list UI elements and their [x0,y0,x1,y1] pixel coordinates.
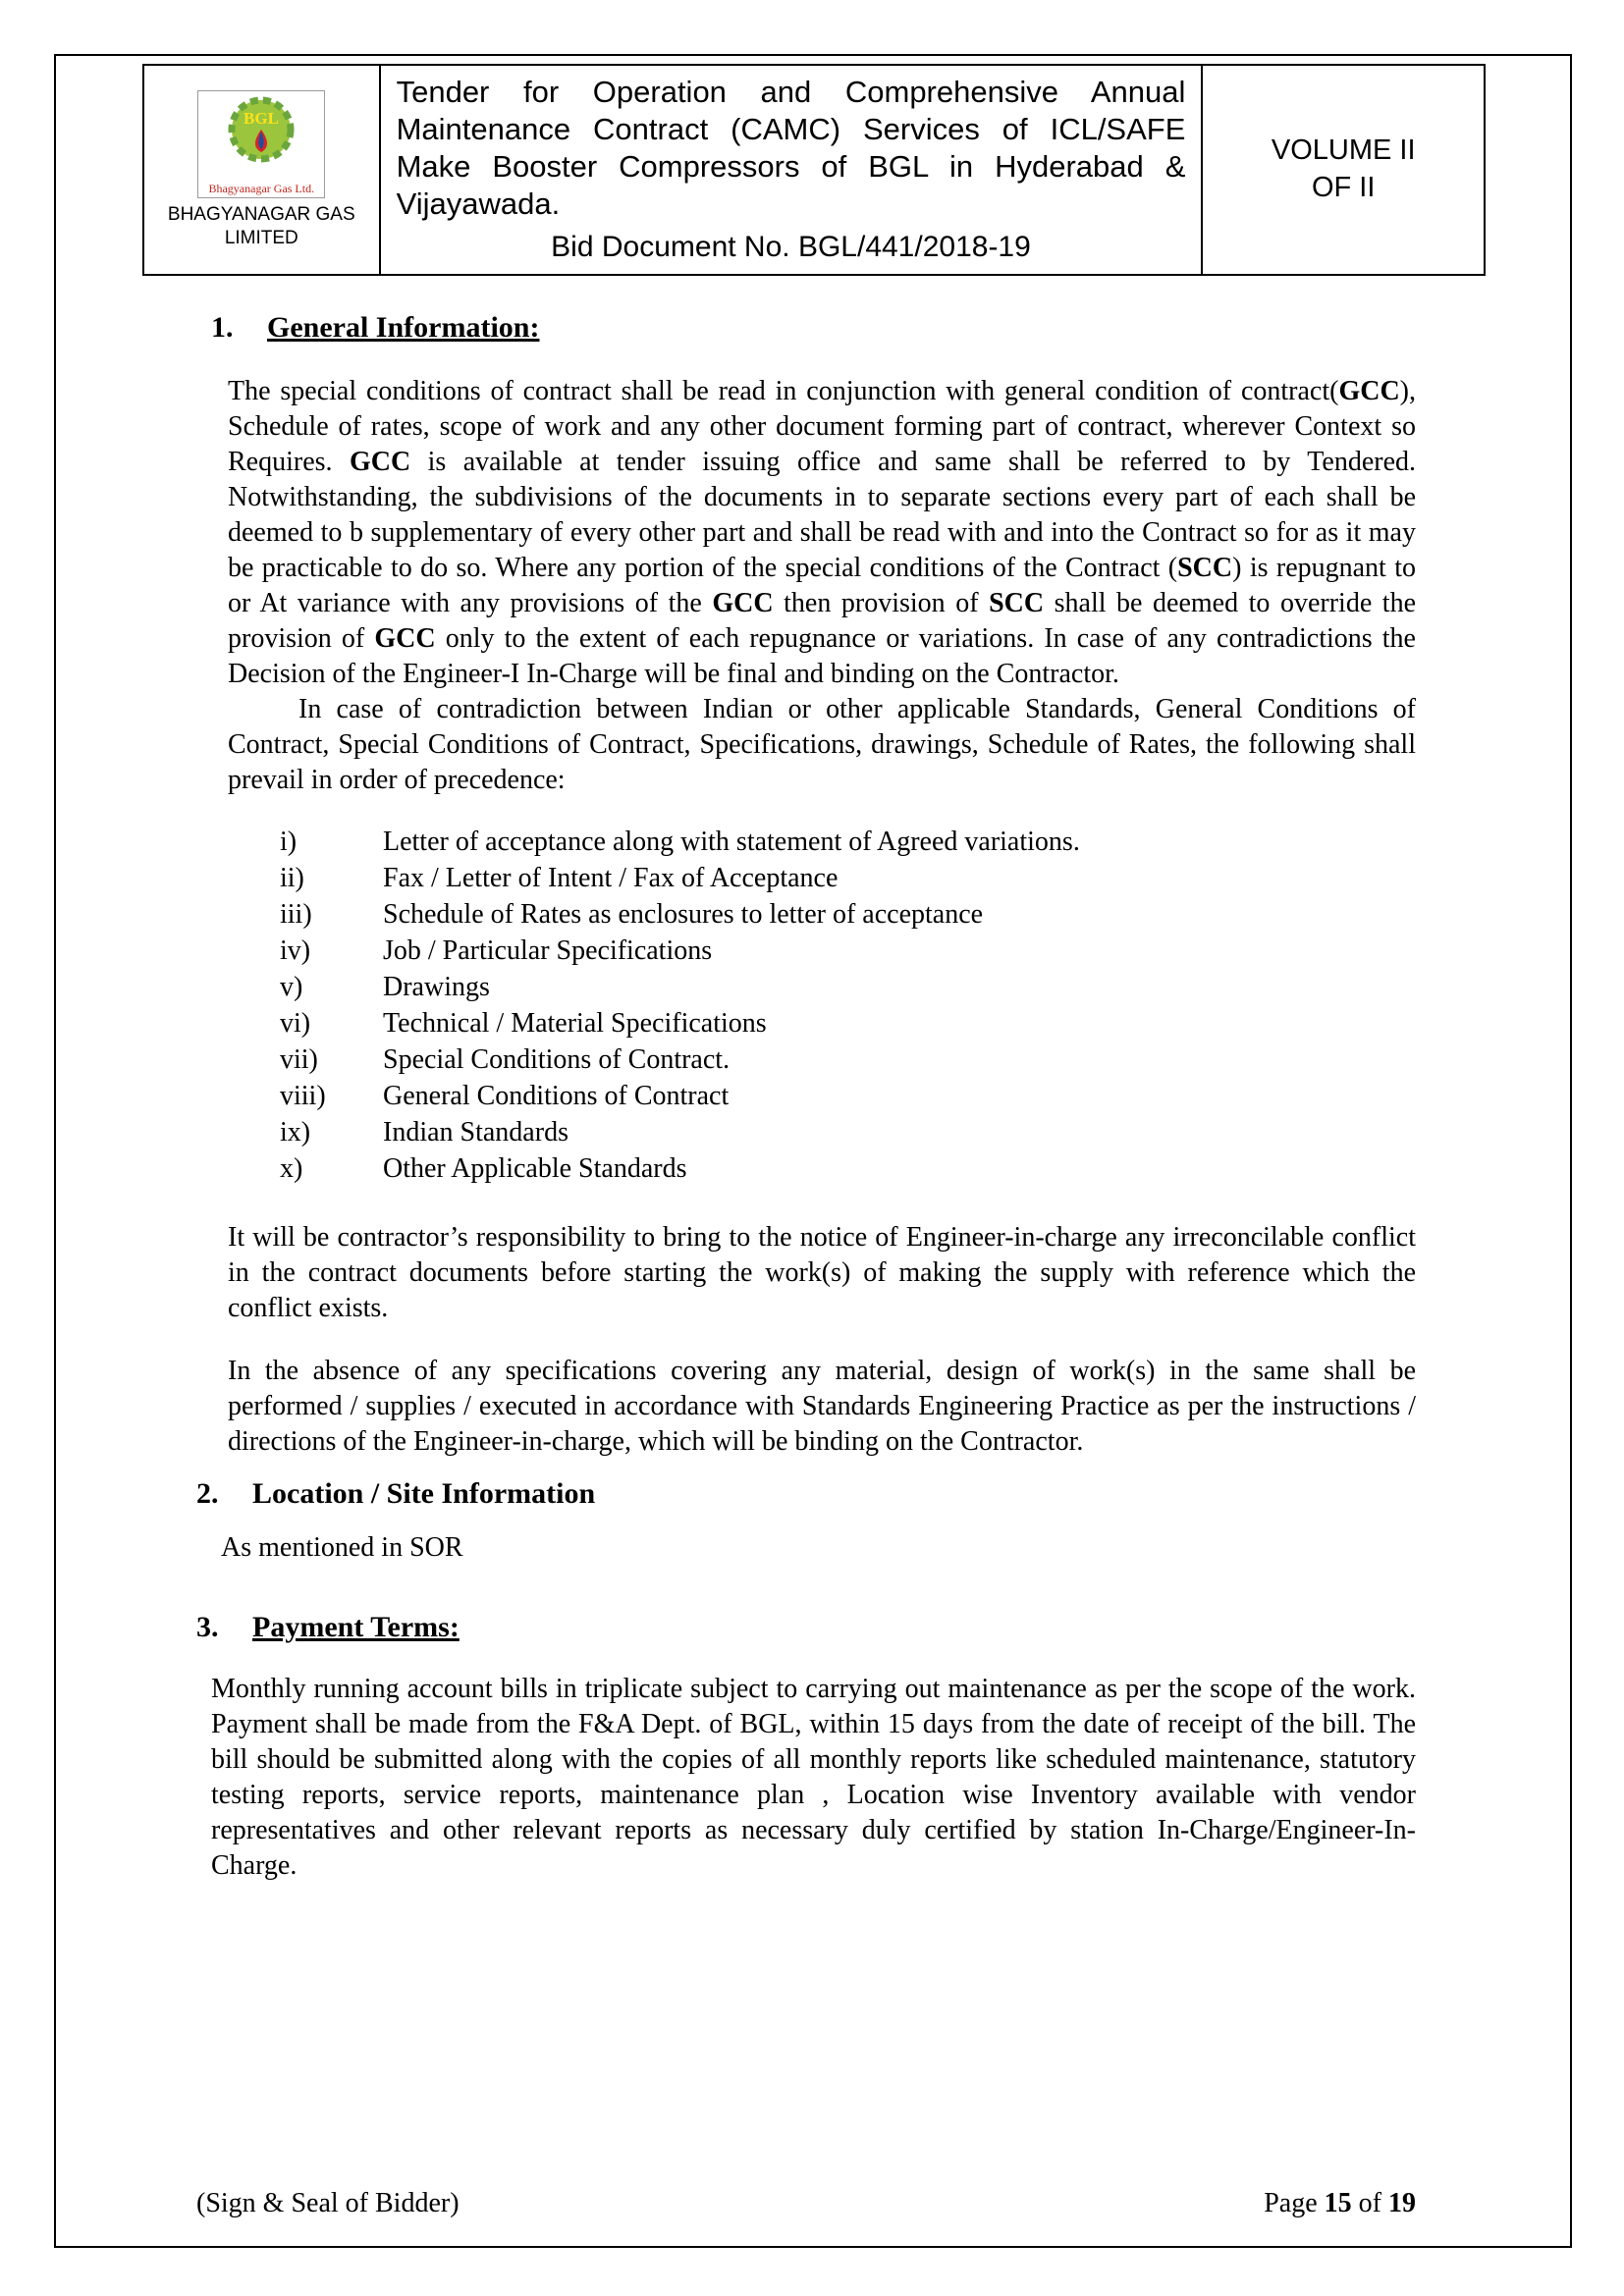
list-item-text: Technical / Material Specifications [383,1008,767,1039]
section-2-heading [196,1475,1416,1513]
precedence-list-item [280,1041,1416,1078]
list-item-text: Schedule of Rates as enclosures to letter of acceptance [383,899,984,930]
bgl-logo [197,90,325,198]
volume-cell [1202,65,1485,275]
header-logo-cell [143,65,380,275]
logo-abbr-text: BGL [244,108,280,128]
list-item-marker: vii) [280,1044,318,1075]
company-name: BHAGYANAGAR GAS LIMITED [167,203,355,248]
header-table [142,64,1486,276]
list-item-text: General Conditions of Contract [383,1081,730,1111]
list-item-text: Indian Standards [383,1117,568,1148]
list-item-text: Other Applicable Standards [383,1153,687,1184]
list-item-text: Fax / Letter of Intent / Fax of Acceptance [383,863,839,893]
page-footer [196,2187,1416,2220]
logo-tagline: Bhagyanagar Gas Ltd. [208,181,315,195]
list-item-marker: viii) [280,1081,326,1111]
paragraph-general-2: In case of contradiction between Indian or other applicable Standards, General Conditions of Contract, Special Conditions of Contract, Specifications, drawings, Schedule of Rates, the following shall prevail in order of precedence: [228,694,1416,795]
list-item-marker: i) [280,827,298,857]
paragraph-payment: Monthly running account bills in triplicate subject to carrying out maintenance as per the scope of the work. Payment shall be made from the F&A Dept. of BGL, within 15 days from the date of receipt of the bill. The bill should be submitted along with the copies of all monthly reports like scheduled maintenance, statutory testing reports, service reports, maintenance plan , Location wise Inventory available with vendor representatives and other relevant reports as necessary duly certified by station In-Charge/Engineer-In-Charge. [211,1674,1416,1881]
precedence-list-item [280,933,1416,969]
section-1-heading [211,309,1416,347]
list-item-text: Letter of acceptance along with statement of Agreed variations. [383,827,1080,857]
document-body [56,276,1570,1884]
section-2-title: Location / Site Information [252,1477,596,1510]
precedence-list-item [280,1005,1416,1041]
precedence-list-item [280,969,1416,1005]
section-3-number: 3. [196,1611,219,1643]
list-item-marker: iii) [280,899,312,930]
header-title-cell [380,65,1203,275]
paragraph-general-3: It will be contractor’s responsibility to bring to the notice of Engineer-in-charge any irreconcilable conflict in the contract documents before starting the work(s) of making the supply with reference which the conflict exists. [228,1222,1416,1323]
precedence-list-item [280,860,1416,896]
precedence-list-item [280,1078,1416,1114]
list-item-marker: vi) [280,1008,311,1039]
section-3-title: Payment Terms: [252,1611,460,1643]
precedence-list-item [280,1114,1416,1150]
section-2-number: 2. [196,1477,219,1510]
list-item-marker: ix) [280,1117,311,1148]
sign-seal-note: (Sign & Seal of Bidder) [196,2188,460,2218]
precedence-list-item [280,1150,1416,1187]
list-item-text: Drawings [383,972,490,1002]
list-item-marker: ii) [280,863,304,893]
volume-line1: VOLUME II [1271,134,1416,167]
bid-document-number: Bid Document No. BGL/441/2018-19 [551,231,1031,263]
list-item-marker: x) [280,1153,303,1184]
bgl-logo-icon [206,94,316,177]
list-item-marker: v) [280,972,303,1002]
page-border [54,54,1572,2248]
list-item-text: Job / Particular Specifications [383,935,713,966]
precedence-list [280,824,1416,1187]
tender-title: Tender for Operation and Comprehensive Annual Maintenance Contract (CAMC) Services of ICL/SAFE Make Booster Compressors of BGL in Hyderabad & Vijayawada. [396,75,1186,221]
paragraph-general-4: In the absence of any specifications covering any material, design of work(s) in the same shall be performed / supplies / executed in accordance with Standards Engineering Practice as per the instructions / directions of the Engineer-in-charge, which will be binding on the Contractor. [228,1356,1416,1457]
paragraph-general-1: The special conditions of contract shall be read in conjunction with general condition of contract(GCC), Schedule of rates, scope of work and any other document forming part of contract, wherever Context so Requires. GCC is available at tender issuing office and same shall be referred to by Tendered. Notwithstanding, the subdivisions of the documents in to separate sections every part of each shall be deemed to b supplementary of every other part and shall be read with and into the Contract so for as it may be practicable to do so. Where any portion of the special conditions of the Contract (SCC) is repugnant to or At variance with any provisions of the GCC then provision of SCC shall be deemed to override the provision of GCC only to the extent of each repugnance or variations. In case of any contradictions the Decision of the Engineer-I In-Charge will be final and binding on the Contractor. [228,376,1416,689]
volume-line2: OF II [1311,172,1376,203]
section-3-heading [196,1609,1416,1646]
paragraph-location: As mentioned in SOR [221,1532,463,1563]
list-item-text: Special Conditions of Contract. [383,1044,731,1075]
list-item-marker: iv) [280,935,311,966]
page-number: Page 15 of 19 [1264,2188,1416,2218]
section-1-title: General Information: [267,311,540,344]
section-1-number: 1. [211,311,234,344]
precedence-list-item [280,896,1416,933]
precedence-list-item [280,824,1416,860]
